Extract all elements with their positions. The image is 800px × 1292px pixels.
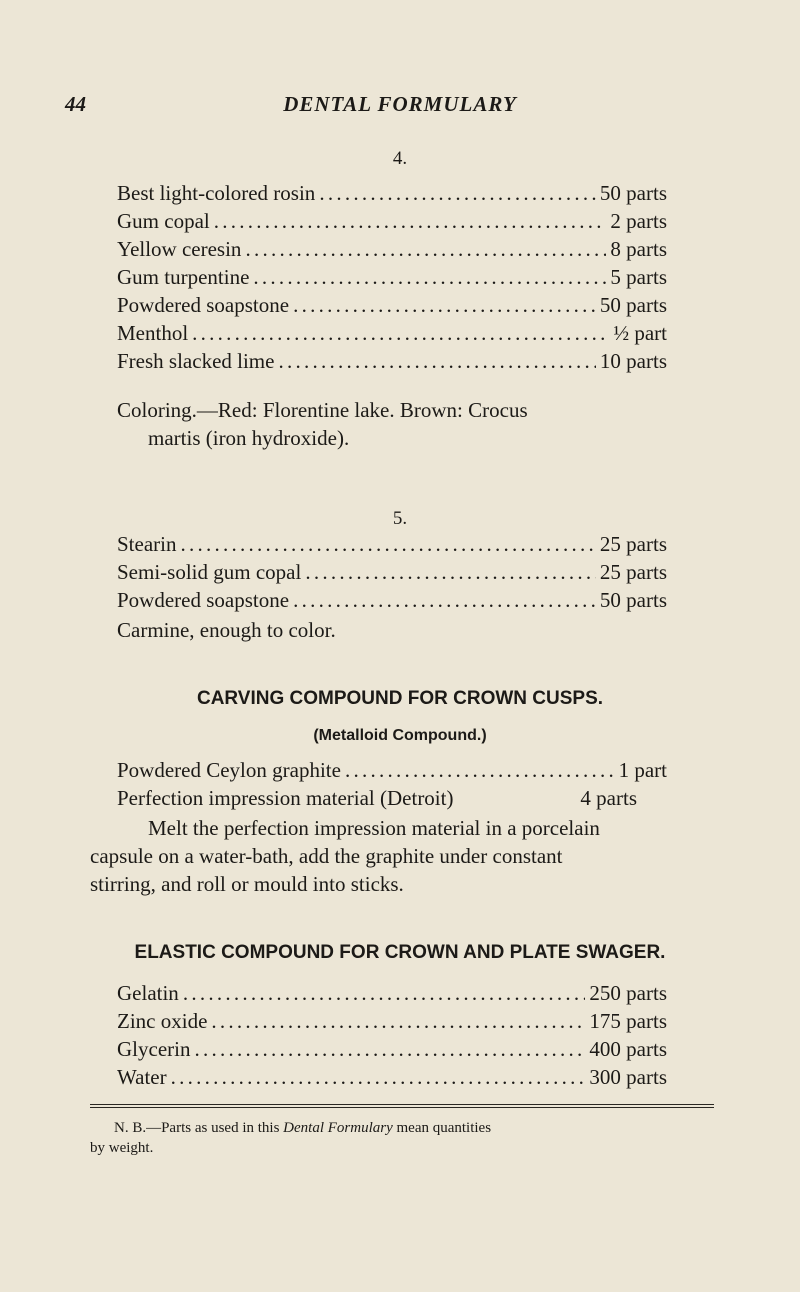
instructions-line-2: capsule on a water-bath, add the graphite under constant: [90, 844, 563, 868]
carmine-note: Carmine, enough to color.: [117, 618, 336, 642]
ingredient-quantity: 10 parts: [599, 349, 667, 373]
footnote-line-2: by weight.: [90, 1140, 154, 1156]
ingredient-quantity: 175 parts: [589, 1009, 667, 1033]
footnote-divider: [90, 1104, 714, 1105]
carving-compound-subheading: (Metalloid Compound.): [313, 727, 487, 744]
ingredient-name: Semi-solid gum copal: [117, 560, 302, 584]
footnote: [90, 1118, 715, 1138]
ingredient-row: [117, 1037, 667, 1065]
ingredient-name: Perfection impression material (Detroit): [117, 786, 454, 810]
ingredient-row: [117, 758, 667, 786]
ingredient-quantity: 25 parts: [599, 532, 667, 556]
ingredient-row: [117, 237, 667, 265]
leader-dots: [214, 209, 607, 234]
ingredient-quantity: 2 parts: [610, 209, 667, 233]
leader-dots: [211, 1009, 585, 1034]
ingredient-row: [117, 1009, 667, 1037]
ingredient-name: Best light-colored rosin: [117, 181, 316, 205]
ingredient-row: [117, 786, 637, 814]
ingredient-quantity: 400 parts: [589, 1037, 667, 1061]
ingredient-name: Fresh slacked lime: [117, 349, 275, 373]
ingredient-quantity: 300 parts: [589, 1065, 667, 1089]
instructions-line-3: stirring, and roll or mould into sticks.: [90, 872, 404, 896]
formula-number-4: 4.: [392, 148, 408, 169]
coloring-note-line-1: Coloring.—Red: Florentine lake. Brown: Crocus: [117, 398, 528, 422]
ingredient-row: [117, 265, 667, 293]
leader-dots: [180, 532, 595, 557]
footnote-suffix: mean quantities: [396, 1120, 492, 1136]
ingredient-name: Stearin: [117, 532, 177, 556]
ingredient-name: Powdered soapstone: [117, 588, 290, 612]
leader-dots: [305, 560, 596, 585]
carving-compound-heading: CARVING COMPOUND FOR CROWN CUSPS.: [196, 688, 604, 709]
ingredient-row: [117, 209, 667, 237]
ingredient-quantity: 250 parts: [589, 981, 667, 1005]
footnote-prefix: N. B.—Parts as used in this: [114, 1120, 280, 1136]
ingredient-row: [117, 321, 667, 349]
ingredient-quantity: 4 parts: [580, 786, 637, 810]
ingredient-name: Gelatin: [117, 981, 179, 1005]
ingredient-name: Menthol: [117, 321, 189, 345]
running-title: DENTAL FORMULARY: [283, 92, 517, 116]
ingredient-row: [117, 293, 667, 321]
ingredient-quantity: 50 parts: [599, 181, 667, 205]
leader-dots: [194, 1037, 585, 1062]
ingredient-quantity: 25 parts: [599, 560, 667, 584]
leader-dots: [293, 293, 596, 318]
ingredient-row: [117, 1065, 667, 1093]
ingredient-quantity: ½ part: [613, 321, 667, 345]
ingredient-row: [117, 560, 667, 588]
ingredient-name: Glycerin: [117, 1037, 191, 1061]
ingredient-name: Powdered soapstone: [117, 293, 290, 317]
ingredient-name: Gum copal: [117, 209, 210, 233]
leader-dots: [293, 588, 596, 613]
instructions-line-1: Melt the perfection impression material in a porcelain: [148, 816, 600, 840]
ingredient-row: [117, 349, 667, 377]
page-number: 44: [65, 92, 86, 116]
ingredient-quantity: 50 parts: [599, 588, 667, 612]
ingredient-row: [117, 181, 667, 209]
ingredient-quantity: 8 parts: [610, 237, 667, 261]
leader-dots: [183, 981, 586, 1006]
ingredient-row: [117, 981, 667, 1009]
ingredient-name: Yellow ceresin: [117, 237, 242, 261]
ingredient-name: Zinc oxide: [117, 1009, 208, 1033]
leader-dots: [192, 321, 609, 346]
ingredient-name: Water: [117, 1065, 167, 1089]
leader-dots: [245, 237, 606, 262]
formula-number-5: 5.: [392, 508, 408, 529]
leader-dots: [345, 758, 615, 783]
ingredient-quantity: 1 part: [618, 758, 667, 782]
ingredient-name: Gum turpentine: [117, 265, 250, 289]
ingredient-row: [117, 532, 667, 560]
leader-dots: [278, 349, 595, 374]
elastic-compound-heading: ELASTIC COMPOUND FOR CROWN AND PLATE SWAGER.: [134, 942, 666, 963]
footnote-divider: [90, 1107, 714, 1108]
page-header: [0, 92, 800, 122]
ingredient-quantity: 5 parts: [610, 265, 667, 289]
leader-dots: [171, 1065, 586, 1090]
leader-dots: [253, 265, 606, 290]
ingredient-quantity: 50 parts: [599, 293, 667, 317]
footnote-book-title: Dental Formulary: [283, 1120, 393, 1136]
leader-dots: [319, 181, 596, 206]
coloring-note-line-2: martis (iron hydroxide).: [148, 426, 350, 450]
ingredient-name: Powdered Ceylon graphite: [117, 758, 341, 782]
ingredient-row: [117, 588, 667, 616]
